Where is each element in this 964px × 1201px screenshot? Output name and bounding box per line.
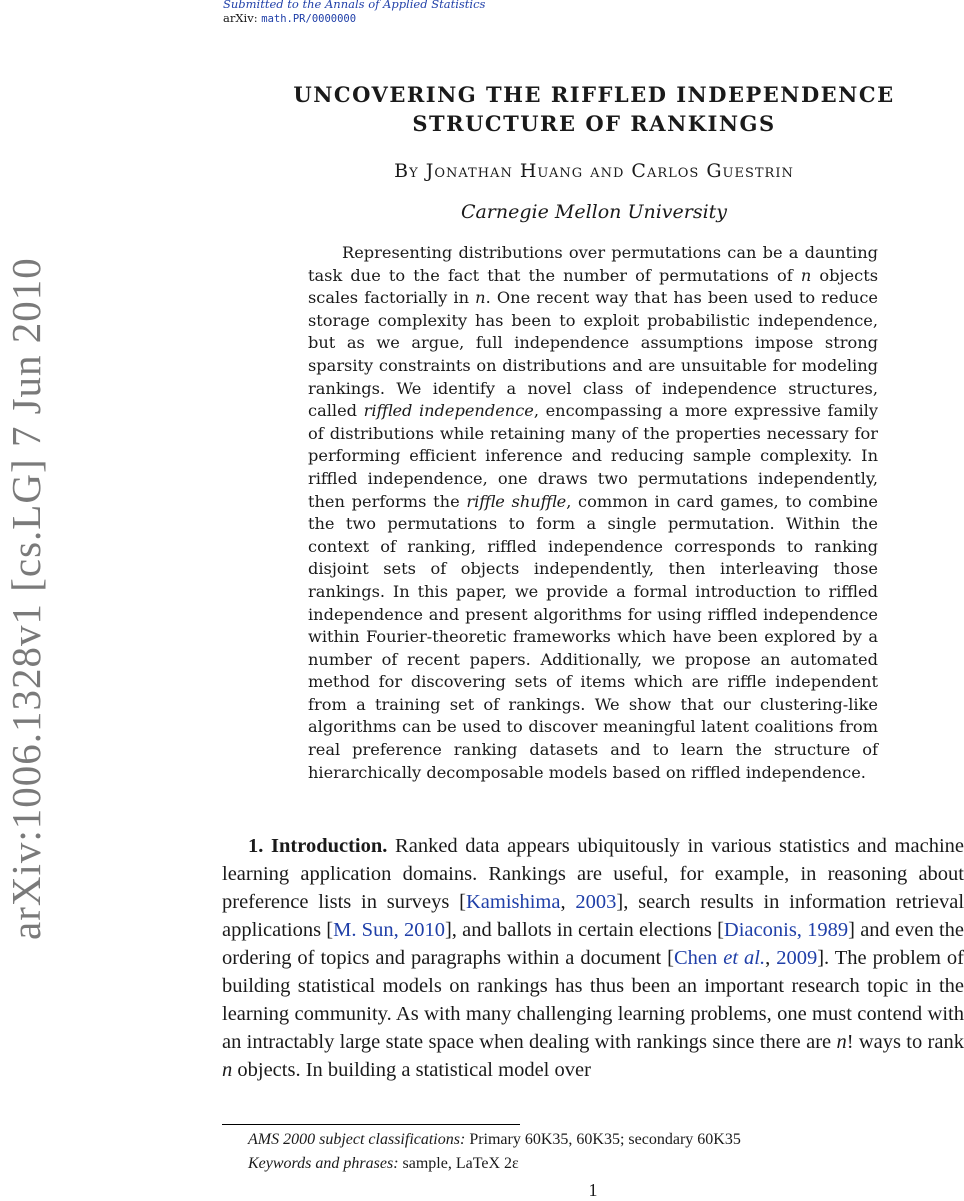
citation-etal: et al.: [723, 947, 766, 969]
ams-classification: [248, 1128, 741, 1152]
page-number: 1: [588, 1180, 598, 1200]
intro-text: ], and ballots in certain elections [: [444, 919, 724, 941]
abstract-var: n: [800, 265, 812, 285]
affiliation: Carnegie Mellon University: [460, 201, 728, 223]
title-line-1: UNCOVERING THE RIFFLED INDEPENDENCE: [293, 82, 895, 107]
intro-text: ] and even the ordering of topics and paragraphs within a document [: [222, 919, 964, 969]
footnotes: [248, 1128, 741, 1176]
citation-link[interactable]: Diaconis, 1989: [723, 919, 849, 941]
intro-var: n: [222, 1059, 233, 1081]
footnote-divider: [222, 1124, 520, 1125]
introduction-section: 1. Introduction. Ranked data appears ubiquitously in various statistics and machine learning application domains. Rankings are useful, for example, in reasoning about preference lists in surveys [Kamishima, 2003], search results in information retrieval applications [M. Sun, 2010], and ballots in certain elections [Diaconis, 1989] and even the ordering of topics and paragraphs within a document [Chen et al., 2009]. The problem of building statistical models on rankings has thus been an important research topic in the learning community. As with many challenging learning problems, one must contend with an intractably large state space when dealing with rankings since there are n! ways to rank n objects. In building a statistical model over: [222, 835, 964, 1081]
citation-link[interactable]: 2003: [575, 891, 617, 913]
citation-link[interactable]: M. Sun, 2010: [333, 919, 445, 941]
keywords-label: Keywords and phrases:: [248, 1155, 399, 1172]
arxiv-reference: [223, 11, 485, 26]
ams-label: AMS 2000 subject classifications:: [248, 1131, 466, 1148]
keywords: [248, 1152, 741, 1176]
abstract-var: n: [475, 288, 486, 308]
abstract-emphasis: riffled independence: [363, 401, 534, 421]
intro-var: n: [836, 1031, 847, 1053]
title-line-2: STRUCTURE OF RANKINGS: [412, 111, 776, 136]
citation-link[interactable]: 2009: [776, 947, 818, 969]
abstract-text: , encompassing a more expressive family of distributions while retaining many of the properties necessary for performing efficient inference and reducing sample complexity. In riffled independence, one draws two permutations independently, then performs the: [308, 401, 878, 511]
intro-text: objects. In building a statistical model over: [232, 1059, 591, 1081]
intro-text: ]. The problem of building statistical models on rankings has thus been an important research topic in the learning community. As with many challenging learning problems, one must contend with an intractably large state space when dealing with rankings since there are: [222, 947, 964, 1053]
authors: By Jonathan Huang and Carlos Guestrin: [394, 160, 794, 182]
abstract-text: Representing distributions over permutations can be a daunting task due to the fact that the number of permutations of: [308, 243, 878, 285]
abstract-text: . One recent way that has been used to reduce storage complexity has been to exploit probabilistic independence, but as we argue, full independence assumptions impose strong sparsity constraints on distributions and are unsuitable for modeling rankings. We identify a novel class of independence structures, called: [308, 288, 879, 421]
intro-text: Ranked data appears ubiquitously in various statistics and machine learning application domains. Rankings are useful, for example, in reasoning about preference lists in surveys [: [222, 835, 964, 913]
citation-link[interactable]: Kamishima: [465, 891, 561, 913]
paper-title: [280, 80, 908, 138]
intro-text: ], search results in information retrieval applications [: [222, 891, 964, 941]
arxiv-sidebar-stamp: arXiv:1006.1328v1 [cs.LG] 7 Jun 2010: [3, 257, 49, 940]
arxiv-id-link[interactable]: math.PR/0000000: [261, 13, 357, 25]
keywords-text: sample,: [398, 1155, 456, 1172]
running-header: [223, 0, 485, 26]
intro-text: ! ways to rank: [846, 1031, 964, 1053]
abstract-text: , common in card games, to combine the two permutations to form a single permutation. Within the context of ranking, riffled independence corresponds to ranking disjoint sets of objects independently, then interleaving those rankings. In this paper, we provide a formal introduction to riffled independence and present algorithms for using riffled independence within Fourier-theoretic frameworks which have been explored by a number of recent papers. Additionally, we propose an automated method for discovering sets of items which are riffle independent from a training set of rankings. We show that our clustering-like algorithms can be used to discover meaningful latent coalitions from real preference ranking datasets and to learn the structure of hierarchically decomposable models based on riffled independence.: [308, 491, 879, 782]
abstract-text: objects scales factorially in: [308, 265, 879, 308]
citation-link[interactable]: [674, 947, 765, 969]
citation-author: Chen: [674, 947, 724, 969]
arxiv-prefix: arXiv:: [223, 11, 258, 25]
journal-name: Submitted to the Annals of Applied Statistics: [223, 0, 486, 11]
ams-text: Primary 60K35, 60K35; secondary 60K35: [465, 1131, 741, 1148]
section-heading: 1. Introduction.: [248, 835, 388, 857]
abstract-emphasis: riffle shuffle: [466, 491, 567, 511]
latex-logo: LaTeX 2ε: [455, 1155, 519, 1172]
abstract: [308, 242, 878, 784]
